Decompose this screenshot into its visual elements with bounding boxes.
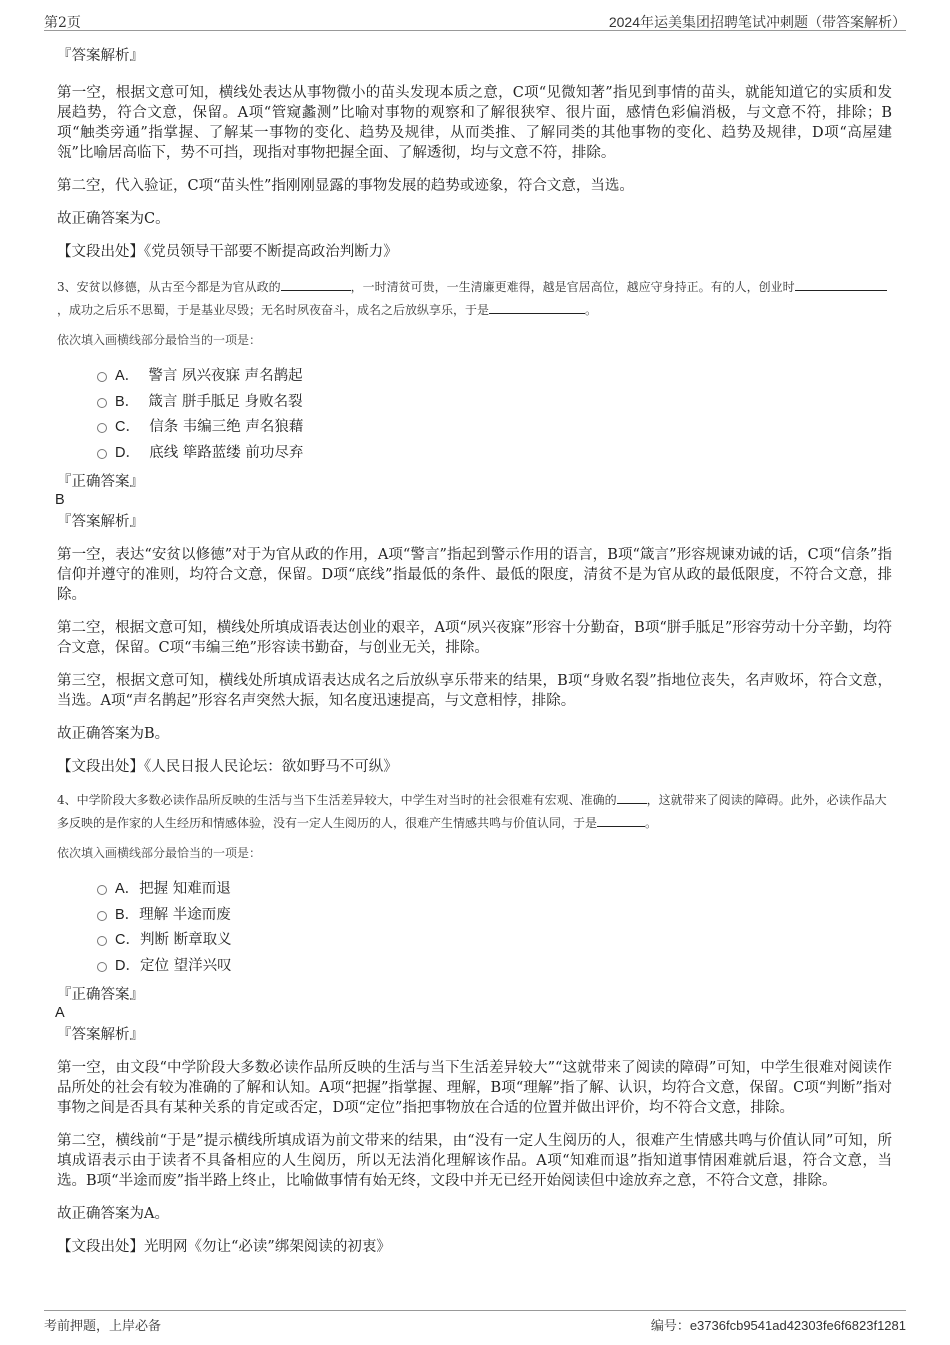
option-letter: D． <box>115 444 140 461</box>
answer-blank-2 <box>795 276 887 291</box>
question-4-analysis-1: 第一空，由文段“中学阶段大多数必读作品所反映的生活与当下生活差异较大”“这就带来了阅读的障碍”可知，中学生很难对阅读作品所处的社会有较为准确的了解和认知。A项“把握”指掌握、理解，B项“理解”指了解、认识，均符合文意，保留。C项“判断”指对事物之间是否具有某种关系的肯定或否定，D项“定位”指把事物放在合适的位置并做出评价，均不符合文意，排除。 <box>57 1060 892 1116</box>
option-text: 底线 筚路蓝缕 前功尽弃 <box>149 444 304 461</box>
radio-button-icon[interactable] <box>97 398 107 408</box>
page-header <box>44 10 906 31</box>
question-3-option-a[interactable] <box>97 364 892 390</box>
question-4-part-b: ，这就带来了阅读的障碍。此外，必读作品大多反映的是作家的人生经历和情感体验，没有一定人生阅历的人，很难产生情感共鸣与价值认同，于是 <box>57 793 887 830</box>
answer-blank-2 <box>597 812 645 827</box>
option-letter: A． <box>115 368 140 384</box>
option-text: 警言 夙兴夜寐 声名鹊起 <box>148 368 303 384</box>
analysis-label: 『答案解析』 <box>57 1027 144 1043</box>
page-number: 第2页 <box>44 15 81 31</box>
question-3-analysis-3: 第三空，根据文意可知，横线处所填成语表达成名之后放纵享乐带来的结果，B项“身败名裂”指地位丧失，名声败坏，符合文意，当选。A项“声名鹊起”形容名声突然大振，知名度迅速提高，与文意相悖，排除。 <box>57 673 892 709</box>
analysis-label: 『答案解析』 <box>57 514 144 530</box>
option-letter: A． <box>115 881 140 897</box>
question-3-source: 【文段出处】《人民日报人民论坛：欲如野马不可纵》 <box>57 759 398 775</box>
option-text: 判断 断章取义 <box>139 932 232 948</box>
correct-answer-label: 『正确答案』 <box>57 474 144 490</box>
question-4-option-a[interactable] <box>97 877 892 903</box>
question-3-part-b: ，一时清贫可贵，一生清廉更难得，越是官居高位，越应守身持正。有的人，创业时 <box>350 280 795 294</box>
question-4-prompt: 依次填入画横线部分最恰当的一项是： <box>57 846 262 860</box>
question-3-analysis-2: 第二空，根据文意可知，横线处所填成语表达创业的艰辛，A项“夙兴夜寐”形容十分勤奋，B项“胼手胝足”形容劳动十分辛勤，均符合文意，保留。C项“韦编三绝”形容读书勤奋，与创业无关，排除。 <box>57 620 892 656</box>
question-3-option-b[interactable] <box>97 390 892 416</box>
question-3-analysis-1: 第一空，表达“安贫以修德”对于为官从政的作用，A项“警言”指起到警示作用的语言，B项“箴言”形容规谏劝诫的话，C项“信条”指信仰并遵守的准则，均符合文意，保留。D项“底线”指最低的条件、最低的限度，清贫不是为官从政的最低限度，不符合文意，排除。 <box>57 547 892 603</box>
question-4-part-c: 。 <box>645 816 658 830</box>
option-letter: C． <box>115 419 140 435</box>
question-4-option-c[interactable] <box>97 928 892 954</box>
question-3-options <box>57 364 892 466</box>
analysis-label: 『答案解析』 <box>57 48 144 64</box>
radio-button-icon[interactable] <box>97 372 107 382</box>
option-text: 箴言 胼手胝足 身败名裂 <box>148 393 303 410</box>
option-text: 理解 半途而废 <box>139 906 231 923</box>
question-3-option-d[interactable] <box>97 441 892 467</box>
answer-blank-3 <box>489 299 585 314</box>
document-title: 2024年运美集团招聘笔试冲刺题（带答案解析） <box>608 14 906 30</box>
option-letter: B． <box>115 393 140 410</box>
question-4-options <box>57 877 892 979</box>
option-letter: C． <box>115 932 140 948</box>
question-4-option-b[interactable] <box>97 903 892 929</box>
page-footer <box>44 1310 906 1333</box>
question-4-answer: A <box>55 1005 65 1021</box>
question-3-answer: B <box>55 492 65 508</box>
radio-button-icon[interactable] <box>97 936 107 946</box>
prev-analysis-para-2: 第二空，代入验证，C项“苗头性”指刚刚显露的事物发展的趋势或迹象，符合文意，当选。 <box>57 178 634 194</box>
question-4-source: 【文段出处】光明网《勿让“必读”绑架阅读的初衷》 <box>57 1239 391 1255</box>
prev-conclusion: 故正确答案为C。 <box>57 211 170 227</box>
option-text: 信条 韦编三绝 声名狼藉 <box>149 419 304 435</box>
question-3-part-c: ，成功之后乐不思蜀，于是基业尽毁；无名时夙夜奋斗，成名之后放纵享乐，于是 <box>57 303 490 317</box>
question-4-conclusion: 故正确答案为A。 <box>57 1206 169 1222</box>
prev-analysis-para-1: 第一空，根据文意可知，横线处表达从事物微小的苗头发现本质之意，C项“见微知著”指见到事情的苗头，就能知道它的实质和发展趋势，符合文意，保留。A项“管窥蠡测”比喻对事物的观察和了解很狭窄、很片面，感情色彩偏消极，与文意不符，排除；B项“触类旁通”指掌握、了解某一事物的变化、趋势及规律，从而类推、了解同类的其他事物的变化、趋势及规律，D项“高屋建瓴”比喻居高临下，势不可挡，现指对事物把握全面、了解透彻，均与文意不符，排除。 <box>57 85 892 161</box>
option-letter: D． <box>115 957 140 974</box>
question-3-prompt: 依次填入画横线部分最恰当的一项是： <box>57 333 262 347</box>
option-text: 定位 望洋兴叹 <box>139 957 232 974</box>
radio-button-icon[interactable] <box>97 423 107 433</box>
answer-blank-1 <box>281 276 351 291</box>
radio-button-icon[interactable] <box>97 962 107 972</box>
radio-button-icon[interactable] <box>97 885 107 895</box>
prev-source: 【文段出处】《党员领导干部要不断提高政治判断力》 <box>57 244 398 260</box>
question-4-part-a: 4、中学阶段大多数必读作品所反映的生活与当下生活差异较大，中学生对当时的社会很难有宏观、准确的 <box>57 793 617 807</box>
footer-slogan: 考前押题，上岸必备 <box>44 1319 162 1334</box>
option-letter: B． <box>115 906 140 923</box>
question-4-text <box>57 789 892 835</box>
question-3-text <box>57 276 892 322</box>
radio-button-icon[interactable] <box>97 449 107 459</box>
question-3-option-c[interactable] <box>97 415 892 441</box>
option-text: 把握 知难而退 <box>139 881 231 897</box>
question-4-option-d[interactable] <box>97 954 892 980</box>
correct-answer-label: 『正确答案』 <box>57 987 144 1003</box>
page-content <box>57 38 892 1257</box>
answer-blank-1 <box>617 789 647 804</box>
document-id: 编号：e3736fcb9541ad42303fe6f6823f1281 <box>650 1318 906 1333</box>
question-4-analysis-2: 第二空，横线前“于是”提示横线所填成语为前文带来的结果，由“没有一定人生阅历的人，很难产生情感共鸣与价值认同”可知，所填成语表示由于读者不具备相应的人生阅历，所以无法消化理解该作品。A项“知难而退”指知道事情困难就后退，符合文意，当选。B项“半途而废”指半路上终止，比喻做事情有始无终，文段中并无已经开始阅读但中途放弃之意，不符合文意，排除。 <box>57 1133 892 1189</box>
question-3-conclusion: 故正确答案为B。 <box>57 726 170 742</box>
radio-button-icon[interactable] <box>97 911 107 921</box>
question-3-part-d: 。 <box>585 303 598 317</box>
question-3-part-a: 3、安贫以修德，从古至今都是为官从政的 <box>57 280 281 294</box>
